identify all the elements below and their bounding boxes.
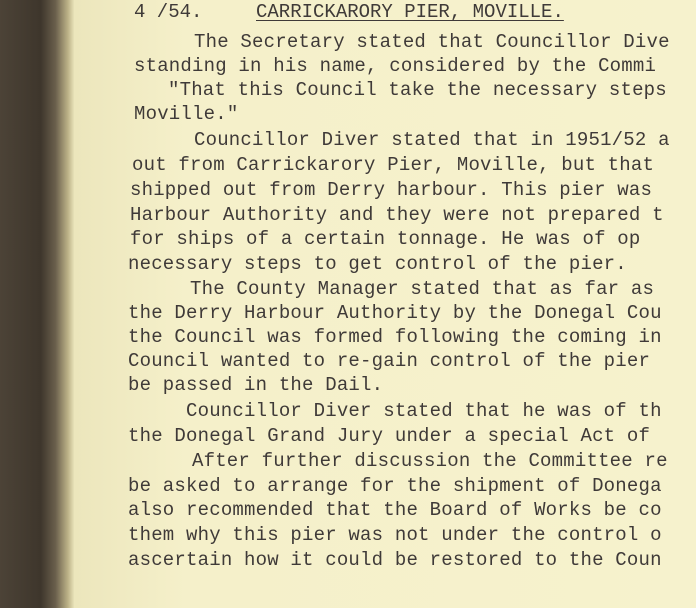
item-number: 4 /54. <box>134 1 203 23</box>
text-line: The County Manager stated that as far as <box>190 278 655 300</box>
text-line: also recommended that the Board of Works be co <box>128 499 662 521</box>
text-line: the Derry Harbour Authority by the Donegal Cou <box>128 302 662 324</box>
text-line: Councillor Diver stated that he was of th <box>186 400 662 422</box>
text-line: out from Carrickarory Pier, Moville, but that <box>132 154 655 176</box>
text-line: "That this Council take the necessary steps <box>168 79 667 101</box>
text-line: the Council was formed following the coming in <box>128 326 662 348</box>
text-line: them why this pier was not under the control o <box>128 524 662 546</box>
section-heading: CARRICKARORY PIER, MOVILLE. <box>256 1 564 23</box>
text-line: standing in his name, considered by the Commi <box>134 55 657 77</box>
text-line: Moville." <box>134 103 239 125</box>
book-binding-gutter <box>0 0 74 608</box>
text-line: shipped out from Derry harbour. This pier was <box>130 179 653 201</box>
text-line: be passed in the Dail. <box>128 374 384 396</box>
document-page <box>74 0 696 608</box>
text-line: necessary steps to get control of the pier. <box>128 253 627 275</box>
text-line: Council wanted to re-gain control of the pier <box>128 350 651 372</box>
text-line: The Secretary stated that Councillor Dive <box>194 31 670 53</box>
text-line: Harbour Authority and they were not prepared t <box>130 204 664 226</box>
text-line: be asked to arrange for the shipment of Donega <box>128 475 662 497</box>
text-line: After further discussion the Committee re <box>192 450 668 472</box>
text-line: the Donegal Grand Jury under a special Act of <box>128 425 651 447</box>
text-line: Councillor Diver stated that in 1951/52 a <box>194 129 670 151</box>
text-line: for ships of a certain tonnage. He was of op <box>130 228 641 250</box>
text-line: ascertain how it could be restored to the Coun <box>128 549 662 571</box>
